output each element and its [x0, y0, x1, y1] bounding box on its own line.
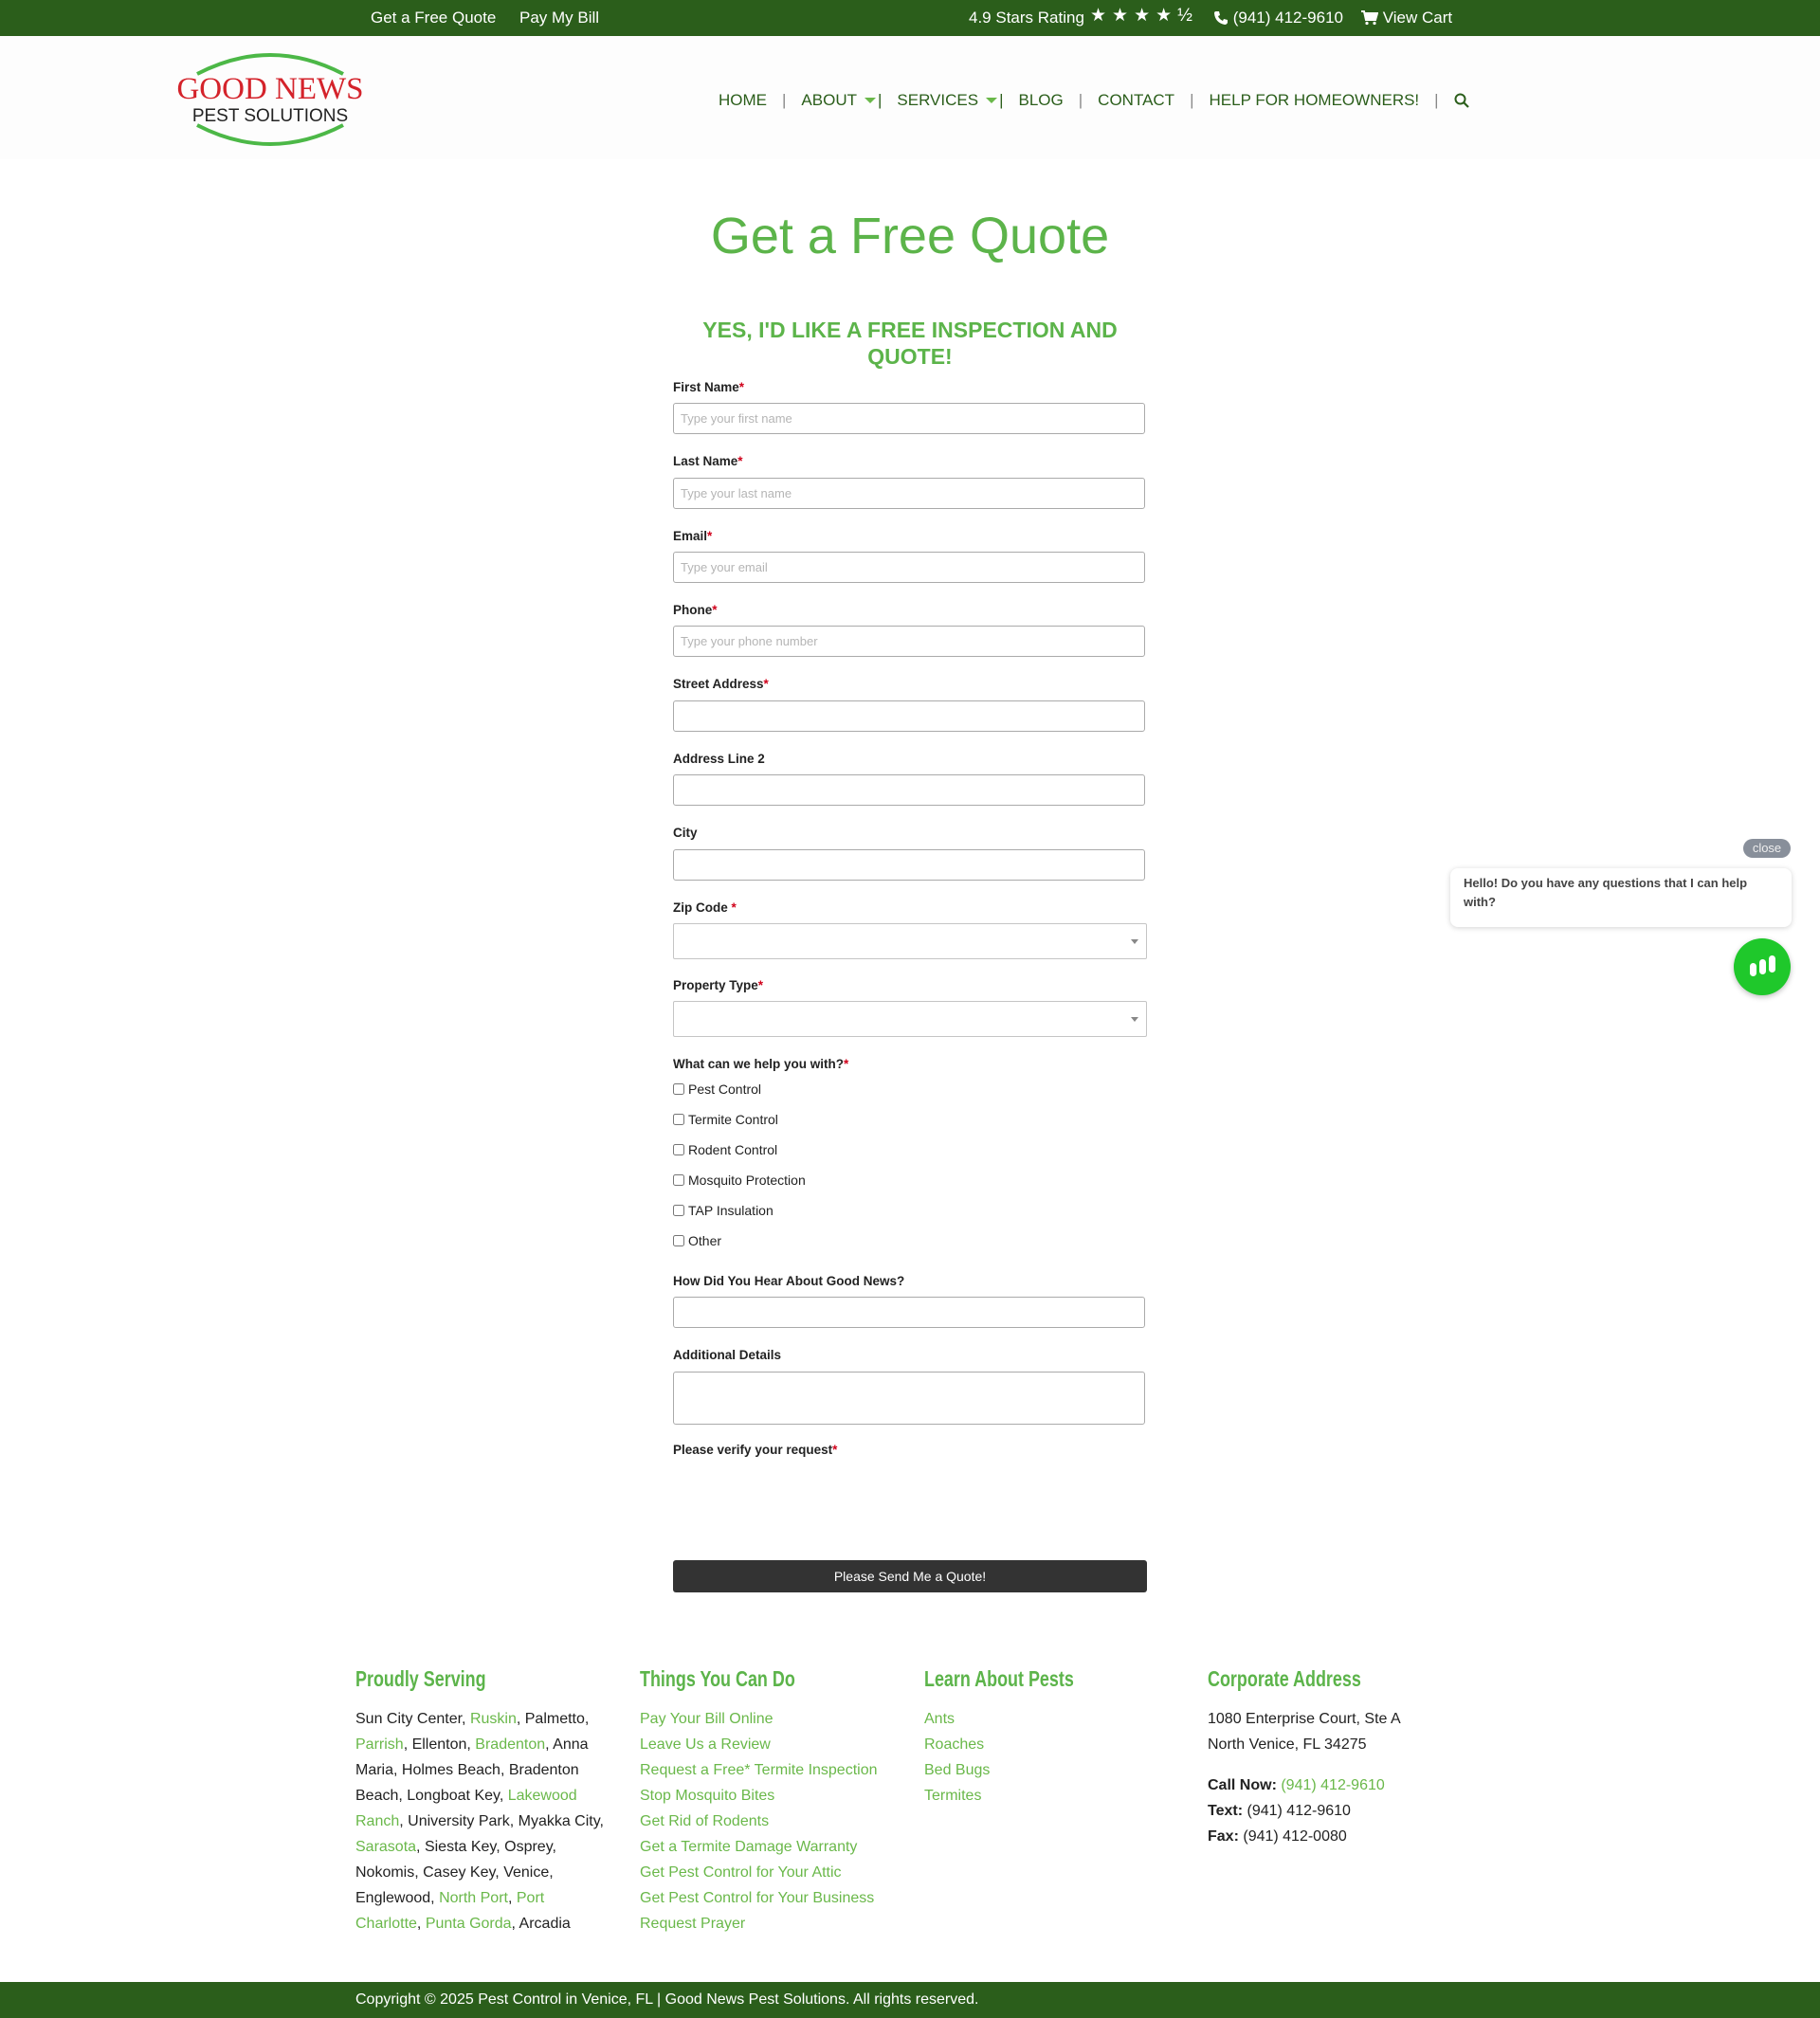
- footer-pests-title: Learn About Pests: [924, 1666, 1074, 1691]
- footer-link-prayer[interactable]: Request Prayer: [640, 1916, 746, 1932]
- checkbox-other[interactable]: Other: [673, 1233, 721, 1248]
- footer-link-attic[interactable]: Get Pest Control for Your Attic: [640, 1864, 842, 1881]
- svg-text:GOOD NEWS: GOOD NEWS: [176, 72, 364, 106]
- nav-about-label: ABOUT: [801, 91, 857, 109]
- checkbox[interactable]: [673, 1235, 684, 1246]
- nav-about[interactable]: ABOUT |: [801, 91, 883, 109]
- phone-icon: [1213, 10, 1228, 26]
- rating-stars: ★★★★½: [1090, 6, 1198, 26]
- nav-contact[interactable]: CONTACT: [1098, 91, 1175, 109]
- call-now-link[interactable]: (941) 412-9610: [1281, 1777, 1385, 1793]
- zip-code-label: Zip Code *: [673, 900, 737, 915]
- phone-number: (941) 412-9610: [1232, 9, 1343, 27]
- serving-city-link[interactable]: Port Charlotte: [355, 1890, 545, 1932]
- footer-link-ants[interactable]: Ants: [924, 1711, 956, 1727]
- footer-pests-column: [924, 1666, 1182, 1809]
- copyright-bar: [0, 1982, 1820, 2018]
- serving-city-link[interactable]: North Port: [439, 1890, 508, 1906]
- serving-text-fragment: , Anna Maria, Holmes Beach, Bradenton Beach, Longboat Key,: [355, 1736, 589, 1804]
- call-now-row: Call Now: (941) 412-9610: [1208, 1777, 1385, 1793]
- city-input[interactable]: [673, 849, 1145, 881]
- footer-link-pay-bill[interactable]: Pay Your Bill Online: [640, 1711, 774, 1727]
- chevron-down-icon: [986, 98, 997, 103]
- phone-input[interactable]: [673, 626, 1145, 657]
- checkbox-pest-control[interactable]: Pest Control: [673, 1082, 761, 1097]
- site-header: [0, 36, 1820, 159]
- svg-text:PEST SOLUTIONS: PEST SOLUTIONS: [191, 106, 349, 126]
- checkbox-termite-control[interactable]: Termite Control: [673, 1112, 778, 1127]
- checkbox[interactable]: [673, 1114, 684, 1125]
- footer-serving-column: [355, 1666, 613, 1936]
- chat-launcher-button[interactable]: [1734, 938, 1791, 995]
- serving-text-fragment: ,: [507, 1890, 517, 1906]
- fax-row: Fax: (941) 412-0080: [1208, 1828, 1347, 1845]
- hear-about-label: How Did You Hear About Good News?: [673, 1274, 905, 1288]
- additional-details-label: Additional Details: [673, 1348, 782, 1362]
- last-name-label: Last Name*: [673, 454, 743, 468]
- nav-separator: |: [782, 91, 787, 109]
- nav-separator: |: [1190, 91, 1194, 109]
- serving-text-fragment: , Arcadia: [511, 1916, 571, 1932]
- checkbox[interactable]: [673, 1205, 684, 1216]
- serving-text-fragment: , University Park, Myakka City,: [399, 1813, 604, 1829]
- verify-label: Please verify your request*: [673, 1443, 838, 1457]
- footer-link-rodents[interactable]: Get Rid of Rodents: [640, 1813, 770, 1829]
- dropdown-arrow-icon: [1131, 1017, 1138, 1022]
- corporate-address: [1208, 1706, 1465, 1849]
- footer-link-mosquito[interactable]: Stop Mosquito Bites: [640, 1788, 775, 1804]
- serving-city-link[interactable]: Parrish: [355, 1736, 404, 1753]
- footer-link-termite-inspection[interactable]: Request a Free* Termite Inspection: [640, 1762, 878, 1778]
- main-nav: [719, 89, 1469, 112]
- help-with-label: What can we help you with?*: [673, 1057, 849, 1071]
- top-bar: [0, 0, 1820, 36]
- address-line-2-input[interactable]: [673, 774, 1145, 806]
- address-line-2-label: Address Line 2: [673, 752, 765, 766]
- checkbox-rodent-control[interactable]: Rodent Control: [673, 1142, 777, 1157]
- serving-text-fragment: , Ellenton,: [403, 1736, 476, 1753]
- serving-city-link[interactable]: Sarasota: [355, 1839, 417, 1855]
- copyright-text: Copyright © 2025 Pest Control in Venice, FL | Good News Pest Solutions. All rights reserved.: [355, 1991, 979, 2008]
- nav-separator: |: [1434, 91, 1439, 109]
- chevron-down-icon: [864, 98, 876, 103]
- chat-close-button[interactable]: close: [1743, 839, 1791, 858]
- address-line-2: North Venice, FL 34275: [1208, 1736, 1367, 1753]
- checkbox-tap-insulation[interactable]: TAP Insulation: [673, 1203, 774, 1218]
- footer-link-bed-bugs[interactable]: Bed Bugs: [924, 1762, 991, 1778]
- property-type-select[interactable]: [673, 1001, 1147, 1037]
- nav-blog[interactable]: BLOG: [1018, 91, 1064, 109]
- serving-city-link[interactable]: Bradenton: [475, 1736, 546, 1753]
- site-logo[interactable]: [163, 47, 377, 152]
- checkbox-mosquito-protection[interactable]: Mosquito Protection: [673, 1173, 806, 1188]
- footer-pests-links: [924, 1706, 1182, 1809]
- search-icon: [1454, 93, 1469, 108]
- last-name-input[interactable]: [673, 478, 1145, 509]
- phone-label: Phone*: [673, 603, 718, 617]
- cart-icon: [1361, 10, 1378, 26]
- footer-address-title: Corporate Address: [1208, 1666, 1361, 1691]
- address-line-1: 1080 Enterprise Court, Ste A: [1208, 1711, 1401, 1727]
- free-quote-link[interactable]: Get a Free Quote: [371, 9, 497, 27]
- zip-code-select[interactable]: [673, 923, 1147, 959]
- footer-things-title: Things You Can Do: [640, 1666, 795, 1691]
- street-address-input[interactable]: [673, 700, 1145, 732]
- additional-details-textarea[interactable]: [673, 1372, 1145, 1425]
- footer-link-termite-warranty[interactable]: Get a Termite Damage Warranty: [640, 1839, 858, 1855]
- first-name-label: First Name*: [673, 380, 745, 394]
- nav-separator: |: [1078, 91, 1083, 109]
- rating-text: 4.9 Stars Rating: [969, 9, 1084, 27]
- text-row: Text: (941) 412-9610: [1208, 1803, 1351, 1819]
- serving-text-fragment: Sun City Center,: [355, 1711, 470, 1727]
- city-label: City: [673, 826, 698, 840]
- page-title: Get a Free Quote: [710, 208, 1110, 264]
- checkbox[interactable]: [673, 1144, 684, 1155]
- nav-help-homeowners[interactable]: HELP FOR HOMEOWNERS!: [1209, 91, 1420, 109]
- footer-link-review[interactable]: Leave Us a Review: [640, 1736, 771, 1753]
- nav-home[interactable]: HOME: [719, 91, 767, 109]
- form-subtitle: YES, I'D LIKE A FREE INSPECTION AND QUOTE!: [702, 318, 1118, 369]
- first-name-input[interactable]: [673, 403, 1145, 434]
- footer-address-column: [1208, 1666, 1465, 1849]
- serving-text-fragment: , Siesta Key, Osprey, Nokomis, Casey Key, Venice, Englewood,: [355, 1839, 556, 1906]
- property-type-label: Property Type*: [673, 978, 764, 992]
- footer-link-business[interactable]: Get Pest Control for Your Business: [640, 1890, 875, 1906]
- checkbox[interactable]: [673, 1083, 684, 1095]
- dropdown-arrow-icon: [1131, 939, 1138, 944]
- nav-services[interactable]: SERVICES |: [897, 91, 1004, 109]
- footer-link-roaches[interactable]: Roaches: [924, 1736, 985, 1753]
- footer-things-links: [640, 1706, 898, 1936]
- chat-bars-icon: [1734, 938, 1791, 995]
- footer-serving-title: Proudly Serving: [355, 1666, 486, 1691]
- serving-text-fragment: , Palmetto,: [516, 1711, 590, 1727]
- logo-graphic: [163, 47, 377, 152]
- footer-serving-text: [355, 1706, 613, 1936]
- chat-message-bubble: Hello! Do you have any questions that I can help with?: [1450, 868, 1792, 927]
- submit-quote-button[interactable]: Please Send Me a Quote!: [673, 1560, 1147, 1592]
- checkbox[interactable]: [673, 1174, 684, 1186]
- search-button[interactable]: [1454, 93, 1469, 108]
- street-address-label: Street Address*: [673, 677, 769, 691]
- email-label: Email*: [673, 529, 713, 543]
- pay-bill-link[interactable]: Pay My Bill: [519, 9, 600, 27]
- serving-city-link[interactable]: Ruskin: [469, 1711, 517, 1727]
- email-input[interactable]: [673, 552, 1145, 583]
- hear-about-input[interactable]: [673, 1297, 1145, 1328]
- view-cart-label: View Cart: [1382, 9, 1453, 27]
- serving-city-link[interactable]: Lakewood Ranch: [355, 1788, 577, 1829]
- serving-text-fragment: ,: [416, 1916, 426, 1932]
- nav-services-label: SERVICES: [897, 91, 979, 109]
- footer-link-termites[interactable]: Termites: [924, 1788, 982, 1804]
- view-cart-link[interactable]: [1361, 9, 1452, 27]
- phone-link[interactable]: [1213, 9, 1343, 27]
- serving-city-link[interactable]: Punta Gorda: [425, 1916, 512, 1932]
- footer-things-column: [640, 1666, 898, 1936]
